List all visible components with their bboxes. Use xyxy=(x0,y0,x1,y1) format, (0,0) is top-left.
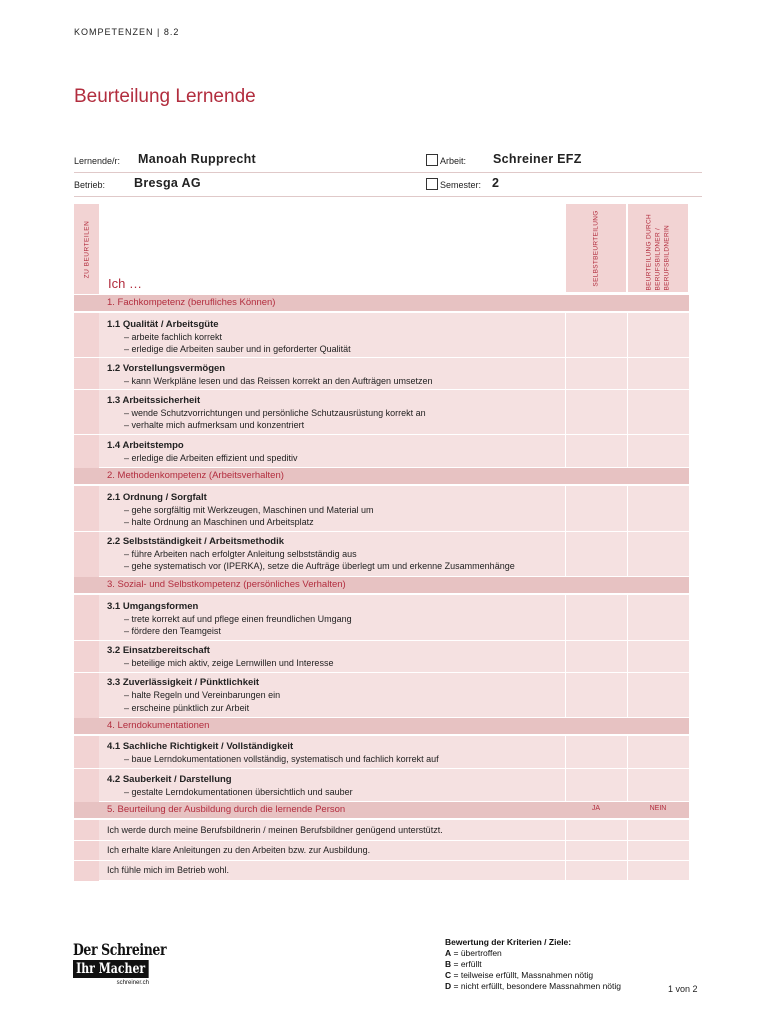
item-title: 1.2 Vorstellungsvermögen xyxy=(107,363,226,374)
item-desc: – trete korrekt auf und pflege einen freundlichen Umgang xyxy=(124,614,352,624)
semester-value[interactable]: 2 xyxy=(492,176,500,190)
logo-url: schreiner.ch xyxy=(116,980,149,986)
semester-checkbox[interactable] xyxy=(426,178,438,190)
item-title: 4.2 Sauberkeit / Darstellung xyxy=(107,774,232,785)
question-text: Ich fühle mich im Betrieb wohl. xyxy=(107,865,230,875)
item-desc: – beteilige mich aktiv, zeige Lernwillen und Interesse xyxy=(124,658,334,668)
category-row xyxy=(74,718,689,734)
logo-line2: Ihr Macher xyxy=(73,960,148,978)
logo-line1: Der Schreiner xyxy=(73,940,167,959)
item-desc: – halte Ordnung an Maschinen und Arbeitsplatz xyxy=(124,517,314,527)
brand-logo xyxy=(73,940,167,986)
info-row-betrieb xyxy=(74,172,702,197)
table-row xyxy=(74,768,689,801)
info-row-lernende xyxy=(74,148,702,173)
sidebar-header xyxy=(74,204,99,294)
betrieb-value[interactable]: Bresga AG xyxy=(134,176,201,190)
item-desc: – gehe systematisch vor (IPERKA), setze die Aufträge überlegt um und erkenne Zusammenhänge xyxy=(124,561,515,571)
table-row xyxy=(74,312,689,357)
category-row xyxy=(74,295,689,311)
table-row xyxy=(74,860,689,880)
table-row xyxy=(74,531,689,576)
arbeit-label: Arbeit: xyxy=(440,156,467,166)
betrieb-label: Betrieb: xyxy=(74,180,106,190)
ja-label: JA xyxy=(591,805,601,812)
item-title: 1.3 Arbeitssicherheit xyxy=(107,395,201,406)
category-row xyxy=(74,802,689,818)
category-row xyxy=(74,577,689,593)
item-title: 2.1 Ordnung / Sorgfalt xyxy=(107,492,207,503)
category-label: 5. Beurteilung der Ausbildung durch die lernende Person xyxy=(107,804,346,815)
category-label: 4. Lerndokumentationen xyxy=(107,720,210,731)
item-desc: – verhalte mich aufmerksam und konzentriert xyxy=(124,420,305,430)
legend-title: Bewertung der Kriterien / Ziele: xyxy=(445,937,572,947)
category-label: 2. Methodenkompetenz (Arbeitsverhalten) xyxy=(107,470,284,481)
page-title: Beurteilung Lernende xyxy=(74,86,256,107)
table-row xyxy=(74,735,689,768)
legend-item-d: D = nicht erfüllt, besondere Massnahmen nötig xyxy=(445,981,622,991)
table-row xyxy=(74,594,689,640)
item-desc: – halte Regeln und Vereinbarungen ein xyxy=(124,690,281,700)
ich-label: Ich … xyxy=(108,276,142,291)
legend-item-b: B = erfüllt xyxy=(445,959,482,969)
sidebar-label: ZU BEURTEILEN xyxy=(83,220,91,278)
item-title: 1.4 Arbeitstempo xyxy=(107,440,184,451)
lernende-value[interactable]: Manoah Rupprecht xyxy=(138,152,256,166)
table-row xyxy=(74,819,689,840)
item-desc: – kann Werkpläne lesen und das Reissen korrekt an den Aufträgen umsetzen xyxy=(124,376,433,386)
item-desc: – führe Arbeiten nach erfolgter Anleitung selbstständig aus xyxy=(124,549,357,559)
table-row xyxy=(74,357,689,389)
table-row xyxy=(74,389,689,434)
nein-label: NEIN xyxy=(649,805,667,812)
category-label: 3. Sozial- und Selbstkompetenz (persönliches Verhalten) xyxy=(107,579,346,590)
arbeit-value[interactable]: Schreiner EFZ xyxy=(493,152,582,166)
table-row xyxy=(74,840,689,860)
item-title: 4.1 Sachliche Richtigkeit / Vollständigkeit xyxy=(107,741,294,752)
table-row xyxy=(74,672,689,717)
item-desc: – wende Schutzvorrichtungen und persönliche Schutzausrüstung korrekt an xyxy=(124,408,426,418)
arbeit-checkbox[interactable] xyxy=(426,154,438,166)
question-text: Ich erhalte klare Anleitungen zu den Arbeiten bzw. zur Ausbildung. xyxy=(107,845,371,855)
table-row xyxy=(74,485,689,531)
item-desc: – fördere den Teamgeist xyxy=(124,626,221,636)
item-desc: – erledige die Arbeiten effizient und speditiv xyxy=(124,453,298,463)
col-trainer-header xyxy=(628,204,688,292)
category-label: 1. Fachkompetenz (berufliches Können) xyxy=(107,297,276,308)
col-self-label: SELBSTBEURTEILUNG xyxy=(592,209,600,287)
item-desc: – gehe sorgfältig mit Werkzeugen, Maschinen und Material um xyxy=(124,505,374,515)
semester-label: Semester: xyxy=(440,180,482,190)
category-row xyxy=(74,468,689,484)
item-desc: – arbeite fachlich korrekt xyxy=(124,332,223,342)
question-text: Ich werde durch meine Berufsbildnerin / meinen Berufsbildner genügend unterstützt. xyxy=(107,825,443,835)
legend-item-c: C = teilweise erfüllt, Massnahmen nötig xyxy=(445,970,594,980)
item-desc: – baue Lerndokumentationen vollständig, systematisch und fachlich korrekt auf xyxy=(124,754,439,764)
item-title: 2.2 Selbstständigkeit / Arbeitsmethodik xyxy=(107,536,285,547)
col-trainer-label: BEURTEILUNG DURCH BERUFSBILDNER / BERUFSBILDNERIN xyxy=(645,213,671,290)
item-title: 3.2 Einsatzbereitschaft xyxy=(107,645,210,656)
table-row xyxy=(74,434,689,467)
item-desc: – erledige die Arbeiten sauber und in geforderter Qualität xyxy=(124,344,351,354)
rating-legend xyxy=(445,937,621,992)
table-row xyxy=(74,640,689,672)
item-title: 1.1 Qualität / Arbeitsgüte xyxy=(107,319,219,330)
col-self-header xyxy=(566,204,626,292)
legend-item-a: A = übertroffen xyxy=(445,948,502,958)
lernende-label: Lernende/r: xyxy=(74,156,121,166)
item-title: 3.3 Zuverlässigkeit / Pünktlichkeit xyxy=(107,677,260,688)
page-number: 1 von 2 xyxy=(668,984,698,994)
item-title: 3.1 Umgangsformen xyxy=(107,601,199,612)
item-desc: – erscheine pünktlich zur Arbeit xyxy=(124,703,250,713)
item-desc: – gestalte Lerndokumentationen übersichtlich und sauber xyxy=(124,787,353,797)
section-tag: KOMPETENZEN | 8.2 xyxy=(74,27,180,37)
